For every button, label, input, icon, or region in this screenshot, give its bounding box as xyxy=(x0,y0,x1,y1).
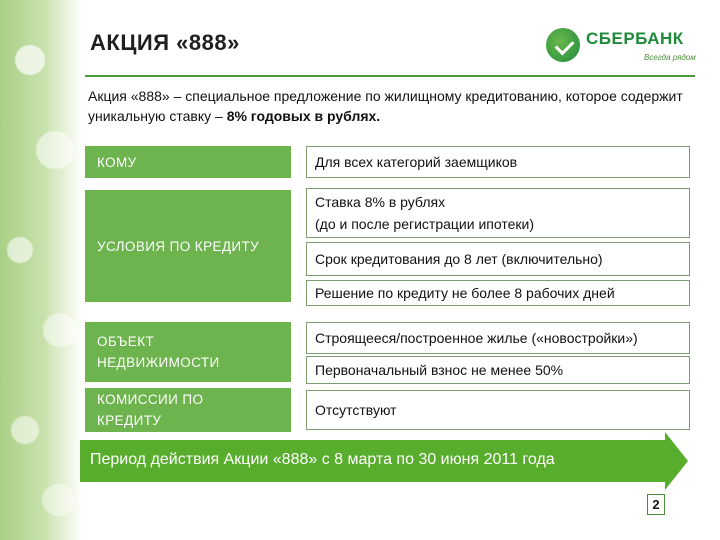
title-divider xyxy=(85,75,695,77)
label-object-text: ОБЪЕКТ НЕДВИЖИМОСТИ xyxy=(97,334,220,370)
sberbank-checkmark-icon xyxy=(546,28,580,62)
value-down-payment xyxy=(306,356,690,384)
value-term xyxy=(306,242,690,276)
value-term-text: Срок кредитования до 8 лет (включительно) xyxy=(315,251,603,267)
label-conditions-text: УСЛОВИЯ ПО КРЕДИТУ xyxy=(97,238,260,254)
value-object xyxy=(306,322,690,354)
intro-text: Акция «888» – специальное предложение по жилищному кредитованию, которое содержит уникальную ставку – xyxy=(88,88,683,124)
logo-wordmark: СБЕРБАНК xyxy=(586,29,684,48)
value-decision-text: Решение по кредиту не более 8 рабочих дней xyxy=(315,285,615,301)
value-rate-line2: (до и после регистрации ипотеки) xyxy=(315,216,534,232)
value-decision xyxy=(306,280,690,306)
value-fees xyxy=(306,390,690,430)
period-arrow-banner xyxy=(80,432,688,490)
value-fees-text: Отсутствуют xyxy=(315,402,397,418)
slide-title: АКЦИЯ «888» xyxy=(90,30,240,55)
value-object-text: Строящееся/построенное жилье («новостройки») xyxy=(315,330,638,346)
sberbank-logo xyxy=(546,24,696,70)
value-rate-line1: Ставка 8% в рублях xyxy=(315,194,446,210)
decorative-bokeh-background xyxy=(0,0,82,540)
label-fees-text: КОМИССИИ ПО КРЕДИТУ xyxy=(97,392,204,428)
period-text: Период действия Акции «888» с 8 марта по 30 июня 2011 года xyxy=(90,451,555,468)
label-object xyxy=(85,322,291,382)
label-komu-text: КОМУ xyxy=(97,154,137,170)
value-komu-text: Для всех категорий заемщиков xyxy=(315,154,518,170)
intro-bold-rate: 8% годовых в рублях. xyxy=(226,108,381,124)
label-fees xyxy=(85,388,291,432)
value-down-payment-text: Первоначальный взнос не менее 50% xyxy=(315,362,564,378)
value-rate xyxy=(306,188,690,238)
label-conditions xyxy=(85,190,291,302)
value-komu xyxy=(306,146,690,178)
label-komu xyxy=(85,146,291,178)
intro-paragraph xyxy=(88,86,708,126)
logo-slogan: Всегда рядом xyxy=(644,53,696,62)
page-number: 2 xyxy=(647,494,665,515)
